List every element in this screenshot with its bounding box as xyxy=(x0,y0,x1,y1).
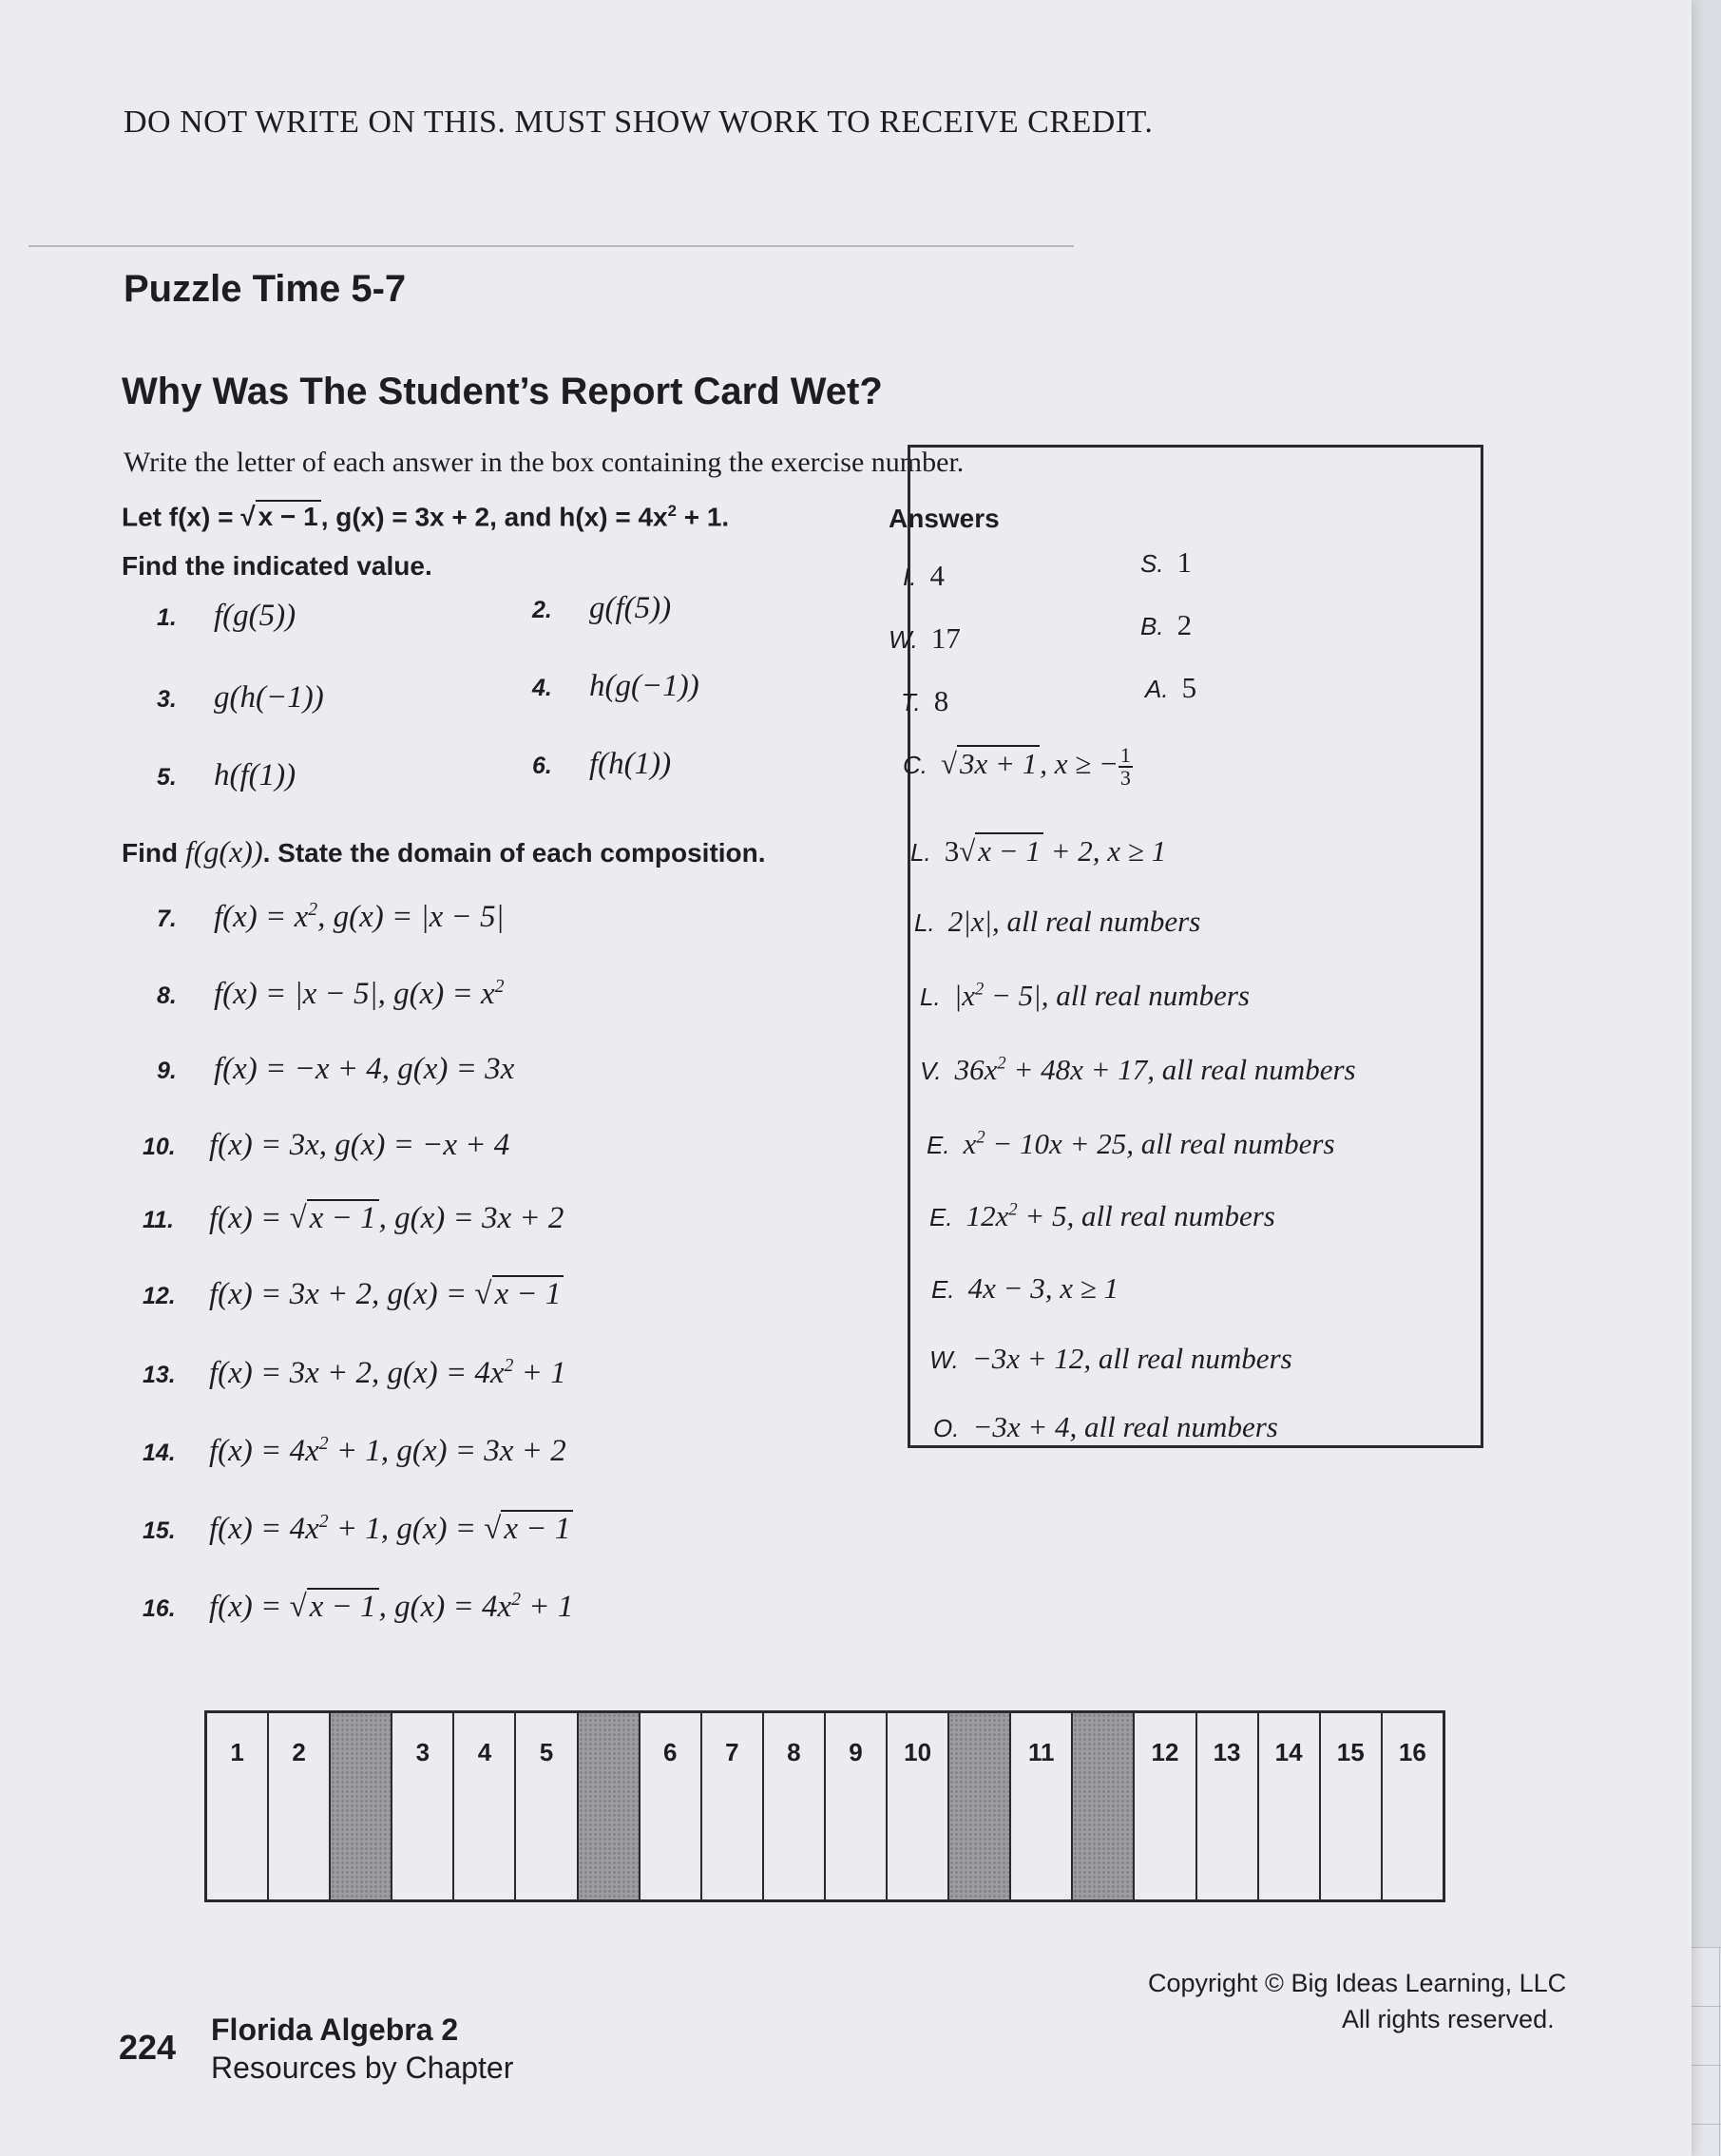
exercise-9 xyxy=(157,1052,514,1087)
answer-coefficient: 3 xyxy=(944,834,960,868)
copyright-notice: Copyright © Big Ideas Learning, LLC xyxy=(1148,1969,1567,1997)
answer-letter: E. xyxy=(929,1203,953,1231)
exponent: 2 xyxy=(1008,1199,1018,1220)
answer-item xyxy=(910,834,1166,868)
answer-text: −3x + 4, all real numbers xyxy=(972,1410,1278,1443)
answer-text-tail: − 10x + 25, all real numbers xyxy=(985,1127,1335,1160)
exercise-expression-mid: , g(x) = 4x xyxy=(378,1590,512,1624)
exponent: 2 xyxy=(997,1053,1006,1074)
radicand: x − 1 xyxy=(975,832,1043,868)
answer-text: 4 xyxy=(929,559,945,592)
exercise-expression: f(x) = 3x + 2, g(x) = xyxy=(209,1277,468,1311)
exercise-12 xyxy=(143,1277,564,1312)
radicand: 3x + 1 xyxy=(957,745,1040,780)
puzzle-question: Why Was The Student’s Report Card Wet? xyxy=(122,371,883,412)
page-number: 224 xyxy=(119,2028,177,2067)
cell-number: 5 xyxy=(539,1738,554,1766)
answer-item xyxy=(920,1053,1356,1087)
answer-text: 2 xyxy=(1176,608,1193,641)
exercise-expression: f(x) = x xyxy=(214,900,309,934)
answer-cell[interactable] xyxy=(1259,1713,1321,1899)
exercise-expression: f(x) = xyxy=(209,1201,282,1235)
exercise-expression: f(x) = 3x + 2, g(x) = 4x xyxy=(209,1356,505,1390)
cell-number: 12 xyxy=(1151,1738,1179,1766)
answer-text: 2|x|, all real numbers xyxy=(947,905,1201,938)
exercise-13 xyxy=(143,1355,566,1391)
fraction xyxy=(1119,745,1133,789)
sqrt-symbol: √x − 1 xyxy=(474,1277,564,1312)
exercise-expression: f(x) = −x + 4, g(x) = 3x xyxy=(214,1052,515,1086)
cell-number: 6 xyxy=(662,1738,678,1766)
cell-number: 9 xyxy=(849,1738,863,1766)
answer-letter: V. xyxy=(920,1057,942,1085)
answer-letter: L. xyxy=(910,838,931,867)
cell-number: 4 xyxy=(477,1738,492,1766)
cell-number: 3 xyxy=(415,1738,430,1766)
cell-number: 13 xyxy=(1213,1738,1241,1766)
answer-item xyxy=(933,1410,1278,1444)
given-h-exponent: 2 xyxy=(667,502,677,520)
exercise-number: 15. xyxy=(143,1517,176,1544)
page-title: Puzzle Time 5-7 xyxy=(124,268,407,310)
exponent: 2 xyxy=(504,1355,514,1376)
fraction-numerator: 1 xyxy=(1119,743,1131,767)
answer-text: , x ≥ − xyxy=(1040,747,1119,781)
answer-item xyxy=(920,979,1250,1013)
answer-cell[interactable] xyxy=(1383,1713,1443,1899)
exercise-number: 14. xyxy=(143,1440,176,1466)
exponent: 2 xyxy=(318,1433,329,1454)
radicand: x − 1 xyxy=(307,1588,379,1624)
cell-number: 14 xyxy=(1274,1738,1303,1766)
cell-number: 11 xyxy=(1028,1738,1055,1766)
sqrt-symbol: √x − 1 xyxy=(290,1590,379,1625)
answer-cell[interactable] xyxy=(702,1713,764,1899)
exercise-7 xyxy=(157,899,505,935)
exercise-16 xyxy=(143,1589,573,1625)
exercise-expression-tail: + 1, g(x) = 3x + 2 xyxy=(328,1434,566,1468)
answer-text: 12x xyxy=(966,1199,1009,1232)
answer-text: 17 xyxy=(930,621,961,655)
exercise-number: 6. xyxy=(532,753,552,779)
exercise-number: 7. xyxy=(157,906,177,932)
cell-number: 7 xyxy=(725,1738,739,1766)
exercise-expression: f(x) = xyxy=(209,1590,282,1624)
exercise-expression: h(f(1)) xyxy=(214,758,296,792)
answer-letter: E. xyxy=(931,1275,955,1304)
answer-letter: L. xyxy=(914,908,935,937)
answer-text: |x xyxy=(953,979,975,1012)
exercise-number: 5. xyxy=(157,764,177,791)
book-subtitle: Resources by Chapter xyxy=(211,2051,514,2085)
exercise-number: 16. xyxy=(143,1595,176,1622)
exercise-expression: f(x) = 3x, g(x) = −x + 4 xyxy=(209,1128,510,1162)
given-f: f(x) = xyxy=(168,502,234,532)
answer-letter: L. xyxy=(920,983,941,1011)
answer-item xyxy=(929,1342,1292,1376)
answer-item xyxy=(901,684,948,718)
cell-number: 1 xyxy=(230,1738,244,1766)
instruction-text: DO NOT WRITE ON THIS. MUST SHOW WORK TO RECEIVE CREDIT. xyxy=(124,105,1154,140)
answer-cell[interactable] xyxy=(269,1713,331,1899)
exercise-expression-tail: + 1 xyxy=(513,1356,566,1390)
directions-text: Write the letter of each answer in the box containing the exercise number. xyxy=(124,447,965,478)
answer-letter: A. xyxy=(1145,675,1169,703)
exponent: 2 xyxy=(976,1127,985,1148)
exercise-number: 2. xyxy=(532,597,552,623)
find-composition-after: . State the domain of each composition. xyxy=(262,838,766,868)
exponent: 2 xyxy=(308,899,318,920)
answer-letter: T. xyxy=(901,688,921,716)
exercise-number: 10. xyxy=(143,1134,176,1160)
cell-number: 8 xyxy=(787,1738,801,1766)
find-composition-before: Find xyxy=(122,838,179,868)
exercise-expression: f(x) = 4x xyxy=(209,1434,319,1468)
exercise-5 xyxy=(157,758,296,793)
radicand: x − 1 xyxy=(307,1199,379,1235)
rights-notice: All rights reserved. xyxy=(1342,2005,1555,2033)
radicand: x − 1 xyxy=(492,1275,564,1311)
answer-letter: B. xyxy=(1140,612,1164,640)
exponent: 2 xyxy=(318,1511,329,1532)
answer-cell[interactable] xyxy=(641,1713,702,1899)
answer-letter: W. xyxy=(889,625,918,654)
given-g-h: , g(x) = 3x + 2, and h(x) = 4x xyxy=(320,502,668,532)
given-functions xyxy=(122,502,729,532)
cell-number: 2 xyxy=(292,1738,306,1766)
answer-letter: W. xyxy=(929,1345,959,1374)
answer-item xyxy=(1140,608,1192,642)
exercise-3 xyxy=(157,680,324,715)
exercise-4 xyxy=(532,669,699,704)
answer-item xyxy=(903,745,1133,789)
answer-text-tail: + 48x + 17, all real numbers xyxy=(1005,1053,1356,1086)
fraction-denominator: 3 xyxy=(1119,766,1131,790)
exercise-expression: f(x) = 4x xyxy=(209,1512,319,1546)
exercise-14 xyxy=(143,1433,566,1469)
exercise-expression: h(g(−1)) xyxy=(589,669,699,703)
answer-cell[interactable] xyxy=(392,1713,454,1899)
exercise-number: 13. xyxy=(143,1362,176,1388)
answer-letter: S. xyxy=(1140,549,1164,578)
answer-item xyxy=(889,621,961,656)
answer-cell[interactable] xyxy=(888,1713,949,1899)
shaded-cell xyxy=(331,1713,392,1899)
sqrt-symbol: √ x − 1 xyxy=(240,502,320,532)
exercise-expression-tail: , g(x) = |x − 5| xyxy=(317,900,505,934)
answer-cell[interactable] xyxy=(207,1713,269,1899)
answer-cell[interactable] xyxy=(516,1713,578,1899)
given-f-radicand: x − 1 xyxy=(256,500,321,531)
exercise-expression: g(f(5)) xyxy=(589,591,672,625)
answer-item xyxy=(931,1271,1119,1306)
exponent: 2 xyxy=(974,979,985,1000)
exercise-expression: g(h(−1)) xyxy=(214,680,324,715)
answer-text: + 2, x ≥ 1 xyxy=(1042,834,1167,868)
answer-item xyxy=(1140,545,1192,580)
answer-text: 1 xyxy=(1176,545,1193,579)
answer-cell[interactable] xyxy=(1197,1713,1259,1899)
cell-number: 10 xyxy=(904,1738,932,1766)
exercise-expression: f(x) = |x − 5|, g(x) = x xyxy=(214,977,495,1011)
answer-grid xyxy=(204,1710,1445,1902)
answer-letter: I. xyxy=(903,563,917,591)
exercise-number: 8. xyxy=(157,983,177,1009)
answer-text: −3x + 12, all real numbers xyxy=(971,1342,1292,1375)
answer-text: 5 xyxy=(1181,671,1197,704)
answer-cell[interactable] xyxy=(1135,1713,1196,1899)
exercise-number: 9. xyxy=(157,1058,177,1084)
answer-item xyxy=(927,1127,1335,1161)
answer-item xyxy=(1145,671,1196,705)
answer-cell[interactable] xyxy=(1321,1713,1383,1899)
book-title: Florida Algebra 2 xyxy=(211,2013,459,2047)
answer-cell[interactable] xyxy=(826,1713,888,1899)
answer-text: 8 xyxy=(933,684,949,717)
find-indicated-heading: Find the indicated value. xyxy=(122,551,432,581)
sqrt-symbol: √3x + 1 xyxy=(941,747,1040,781)
answer-cell[interactable] xyxy=(764,1713,826,1899)
sqrt-symbol: √x − 1 xyxy=(484,1512,573,1547)
given-h-tail: + 1. xyxy=(676,502,730,532)
exercise-10 xyxy=(143,1128,509,1163)
exercise-number: 4. xyxy=(532,675,552,701)
answer-item xyxy=(903,559,945,593)
shaded-cell xyxy=(949,1713,1011,1899)
shaded-cell xyxy=(1073,1713,1135,1899)
answer-text: 4x − 3, x ≥ 1 xyxy=(967,1271,1119,1305)
exercise-expression: f(g(5)) xyxy=(214,599,296,633)
answer-cell[interactable] xyxy=(454,1713,516,1899)
answer-cell[interactable] xyxy=(1011,1713,1073,1899)
exponent: 2 xyxy=(511,1589,522,1610)
exercise-8 xyxy=(157,976,505,1012)
sqrt-symbol: √x − 1 xyxy=(290,1201,379,1236)
answer-text-tail: + 5, all real numbers xyxy=(1017,1199,1275,1232)
exercise-expression-tail: , g(x) = 3x + 2 xyxy=(378,1201,564,1235)
exponent: 2 xyxy=(494,976,505,997)
exercise-expression-tail: + 1, g(x) = xyxy=(328,1512,477,1546)
cell-number: 15 xyxy=(1336,1738,1365,1766)
find-composition-heading xyxy=(122,834,766,869)
cell-number: 16 xyxy=(1398,1738,1426,1766)
answer-text: 36x xyxy=(954,1053,998,1086)
exercise-6 xyxy=(532,747,671,782)
exercise-number: 3. xyxy=(157,686,177,713)
exercise-expression-tail: + 1 xyxy=(521,1590,574,1624)
exercise-2 xyxy=(532,591,671,626)
radicand: x − 1 xyxy=(501,1510,573,1546)
divider-rule xyxy=(29,245,1074,247)
answer-text: x xyxy=(963,1127,977,1160)
answer-text-tail: − 5|, all real numbers xyxy=(984,979,1250,1012)
answers-heading: Answers xyxy=(889,504,1000,533)
shaded-cell xyxy=(579,1713,641,1899)
exercise-number: 12. xyxy=(143,1283,176,1309)
given-let: Let xyxy=(122,502,162,532)
answer-letter: C. xyxy=(903,751,927,780)
exercise-15 xyxy=(143,1511,573,1547)
exercise-11 xyxy=(143,1201,564,1236)
exercise-expression: f(h(1)) xyxy=(589,747,672,781)
find-composition-expression: f(g(x)) xyxy=(184,834,263,868)
answer-letter: O. xyxy=(933,1414,960,1442)
answer-letter: E. xyxy=(927,1131,950,1159)
exercise-number: 11. xyxy=(143,1207,174,1233)
sqrt-symbol: √x − 1 xyxy=(959,834,1043,868)
answer-item xyxy=(929,1199,1275,1233)
answer-item xyxy=(914,905,1200,939)
exercise-1 xyxy=(157,599,296,634)
exercise-number: 1. xyxy=(157,604,177,631)
